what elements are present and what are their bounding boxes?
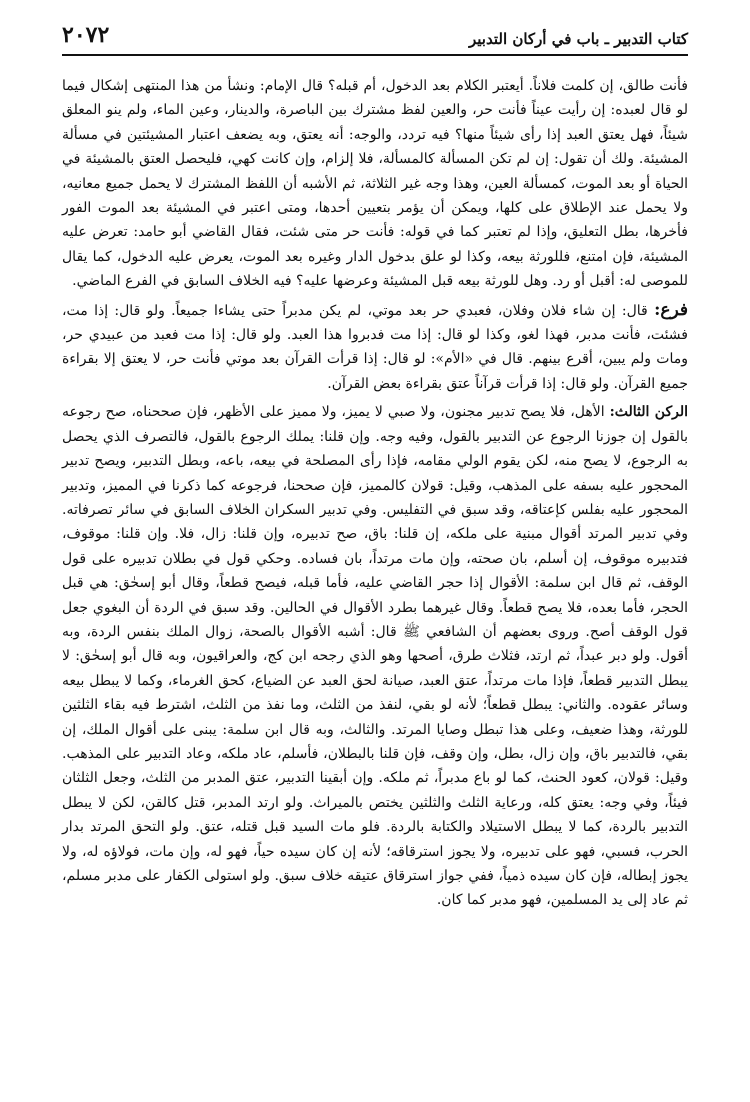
page-header [62,22,688,56]
paragraph [62,74,688,294]
paragraph-far [62,298,688,397]
section-heading-rukn: الركن الثالث: [609,404,689,421]
running-title: كتاب التدبير ـ باب في أركان التدبير [469,30,688,48]
section-heading-far: فرع: [654,299,689,320]
paragraph-text: فأنت طالق، إن كلمت فلاناً. أيعتبر الكلام بعد الدخول، أم قبله؟ قال الإمام: ونشأ من هذا المنتهى إشكال فيما لو قال لعبده: إن رأيت عيناً فأنت حر، والعين لفظ مشترك بين الباصرة، والدينار، وعين الماء، ولم ينو المعلق شيئاً، فهل يعتق العبد إذا رأى شيئاً منها؟ فيه تردد، والوجه: أنه يعتق، وبه يضعف اعتبار المشيئتين في مسألة المشيئة. ولك أن تقول: إن لم تكن المسألة كالمسألة، فلا إلزام، وإن كانت كهي، فليحصل العتق بالمشيئة في الحياة أو بعد الموت، كمسألة العين، وهذا وجه غير الثلاثة، ثم الأشبه أن اللفظ المشترك لا يحمل جميع معانيه، ولا يحمل عند الإطلاق على كلها، ويمكن أن يؤمر بتعيين أحدها، ومتى اعتبر في المشيئة بعد الموت الفور فأخرها، بطل التعليق، وإذا لم تعتبر كما في قوله: فأنت حر متى شئت، فقال القاضي أبو حامد: تعرض عليه المشيئة، فإن امتنع، فللورثة بيعه، وكذا لو علق بدخول الدار وغيره بعد الموت، يعرض عليه الدخول، كما يقال للموصى له: أقبل أو رد. وهل للورثة بيعه قبل المشيئة وعرضها عليه؟ فيه الخلاف السابق في الفرع الماضي. [62,78,688,290]
paragraph-text: الأهل، فلا يصح تدبير مجنون، ولا صبي لا يميز، ولا مميز على الأظهر، فإن صححناه، صح رجوعه بالقول إن جوزنا الرجوع عن التدبير بالقول، وفيه وجه. وإن قلنا: يملك الرجوع بالقول، فالتصرف الذي يحصل به الرجوع، لا يصح منه، لكن يقوم الولي مقامه، فإذا رأى المصلحة في بيعه، باعه، وبطل التدبير، ويصح تدبير المحجور عليه بسفه على المذهب، وقيل: قولان كالمميز، فإن صححنا، فرجوعه كما ذكرنا في المميز، وتدبير المحجور عليه بفلس كإعتاقه، وقد سبق في التفليس. وفي تدبير السكران الخلاف السابق في سائر تصرفاته. وفي تدبير المرتد أقوال مبنية على ملكه، إن قلنا: باق، صح تدبيره، وإن قلنا: زال، فلا. وإن قلنا: موقوف، فتدبيره موقوف، إن أسلم، بان صحته، وإن مات مرتداً، بان فساده. وحكي قول في بطلان تدبيره على قول الوقف، ثم قال ابن سلمة: الأقوال إذا حجر القاضي عليه، فأما قبله، فيصح قطعاً، وقال أبو إسحٰق: هي قبل الحجر، فأما بعده، فلا يصح قطعاً. وقال غيرهما بطرد الأقوال في الحالين. وقد سبق في الردة أن البغوي جعل قول الوقف أصح. وروى بعضهم أن الشافعي ﷺ قال: أشبه الأقوال بالصحة، زوال الملك بنفس الردة، وبه أقول. ولو دبر عبداً، ثم ارتد، فثلاث طرق، أصحها وهو الذي رجحه ابن كج، والعراقيون، وبه قال أبو إسحٰق: لا يبطل التدبير قطعاً، فإذا مات مرتداً، عتق العبد، صيانة لحق العبد عن الضياع، كحق الغرماء، وكما لا يبطل بيعه وسائر عقوده. والثاني: يبطل قطعاً؛ لأنه لو بقي، لنفذ من الثلث، وما نفذ من الثلث، اشترط فيه بقاء الثلثين للورثة، وهذا ضعيف، وعلى هذا تبطل وصايا المرتد. والثالث، وبه قال ابن سلمة: يبنى على أقوال الملك، إن بقي، فالتدبير باق، وإن زال، بطل، وإن وقف، فإن قلنا بالبطلان، فأسلم، عاد ملكه، وعاد التدبير على المذهب. وقيل: قولان، كعود الحنث، كما لو باع مدبراً، ثم ملكه. وإن أبقينا التدبير، عتق المدبر من الثلث، وجعل الثلثان فيئاً، وفي وجه: يعتق كله، ورعاية الثلث والثلثين يختص بالميراث. ولو ارتد المدبر، قتل كالقن، لكن لا يبطل التدبير بالردة، كما لا يبطل الاستيلاد والكتابة بالردة. فلو مات السيد قبل قتله، عتق. ولو التحق المرتد بدار الحرب، فسبي، فهو على تدبيره، ولا يجوز استرقاقه؛ لأنه إن كان سيده حياً، فهو له، وإن مات، فولاؤه له، ولا يجوز إبطاله، فإن كان سيده ذمياً، ففي جواز استرقاق عتيقه خلاف سبق. ولو استولى الكفار على مدبر مسلم، ثم عاد إلى يد المسلمين، فهو مدبر كما كان. [62,404,688,909]
paragraph-rukn-thalith [62,400,688,913]
page-body [62,74,688,913]
page-number: ٢٠٧٢ [62,22,110,48]
paragraph-text: قال: إن شاء فلان وفلان، فعبدي حر بعد موتي، لم يكن مدبراً حتى يشاءا جميعاً. ولو قال: إذا مت، فشئت، فأنت مدبر، فهذا لغو، وكذا لو قال: إذا مت فدبروا هذا العبد. ولو قال: إذا مت فعبد من عبيدي حر، ومات ولم يبين، أقرع بينهم. قال في «الأم»: لو قال: إذا قرأت القرآن بعد موتي فأنت حر، لا يعتق إلا بقراءة جميع القرآن. ولو قال: إذا قرأت قرآناً عتق بقراءة بعض القرآن. [62,302,688,392]
